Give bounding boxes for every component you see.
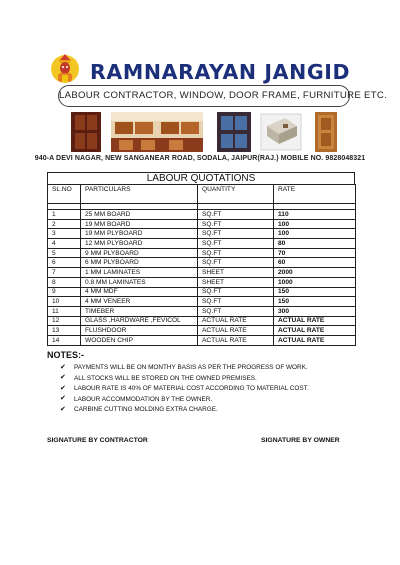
cell-particulars: 4 MM MDF	[81, 287, 198, 297]
cell-particulars: 4 MM VENEER	[81, 297, 198, 307]
cell-slno: 6	[48, 258, 81, 268]
cell-quantity: SQ.FT	[198, 258, 274, 268]
check-icon: ✔	[60, 405, 66, 413]
cell-rate: 80	[274, 239, 356, 249]
cell-rate: 150	[274, 287, 356, 297]
cell-particulars: 6 MM PLYBOARD	[81, 258, 198, 268]
note-text: CARBINE CUTTING MOLDING EXTRA CHARGE.	[74, 406, 218, 414]
signature-contractor: SIGNATURE BY CONTRACTOR	[47, 437, 148, 444]
cell-rate: 100	[274, 229, 356, 239]
table-row	[48, 210, 356, 220]
check-icon: ✔	[60, 384, 66, 392]
signature-owner: SIGNATURE BY OWNER	[261, 437, 340, 444]
check-icon: ✔	[60, 363, 66, 371]
note-text: LABOUR ACCOMMODATION BY THE OWNER.	[74, 395, 213, 403]
cell-quantity: SHEET	[198, 277, 274, 287]
cell-rate: ACTUAL RATE	[274, 335, 356, 345]
cell-slno: 7	[48, 268, 81, 278]
cell-quantity: SQ.FT	[198, 297, 274, 307]
cell-slno: 14	[48, 335, 81, 345]
note-item	[60, 385, 309, 396]
note-item	[60, 364, 309, 375]
table-row	[48, 277, 356, 287]
cell-quantity: SQ.FT	[198, 287, 274, 297]
cell-quantity: ACTUAL RATE	[198, 316, 274, 326]
cell-particulars: GLASS ,HARDWARE ,FEVICOL	[81, 316, 198, 326]
window-photo-icon	[217, 112, 251, 152]
table-row	[48, 268, 356, 278]
table-row	[48, 219, 356, 229]
cell-particulars: FLUSHDOOR	[81, 326, 198, 336]
cell-rate: ACTUAL RATE	[274, 326, 356, 336]
product-photo-strip	[71, 112, 343, 152]
cell-particulars: 19 MM BOARD	[81, 219, 198, 229]
table-row	[48, 229, 356, 239]
cell-rate: 300	[274, 306, 356, 316]
note-text: ALL STOCKS WILL BE STORED ON THE OWNED PREMISES.	[74, 374, 257, 382]
notes-list	[60, 364, 309, 417]
cell-rate: 150	[274, 297, 356, 307]
cell-rate: 70	[274, 248, 356, 258]
cell-rate: 2000	[274, 268, 356, 278]
cell-particulars: WOODEN CHIP	[81, 335, 198, 345]
cell-quantity: ACTUAL RATE	[198, 326, 274, 336]
cell-quantity: SQ.FT	[198, 306, 274, 316]
cell-quantity: SQ.FT	[198, 239, 274, 249]
table-row	[48, 316, 356, 326]
cell-particulars: 19 MM PLYBOARD	[81, 229, 198, 239]
column-header-slno: SL.NO	[48, 185, 81, 204]
cell-particulars: 9 MM PLYBOARD	[81, 248, 198, 258]
tagline: LABOUR CONTRACTOR, WINDOW, DOOR FRAME, FURNITURE ETC.	[59, 90, 388, 101]
cell-particulars: 25 MM BOARD	[81, 210, 198, 220]
cell-slno: 5	[48, 248, 81, 258]
quotation-table	[47, 184, 356, 346]
table-row	[48, 306, 356, 316]
company-name: RAMNARAYAN JANGID	[90, 60, 351, 84]
note-item	[60, 396, 309, 407]
cell-quantity: SQ.FT	[198, 210, 274, 220]
table-row	[48, 258, 356, 268]
door-photo-icon	[71, 112, 101, 152]
cell-quantity: SQ.FT	[198, 219, 274, 229]
table-row	[48, 335, 356, 345]
cell-particulars: 0.8 MM LAMINATES	[81, 277, 198, 287]
cell-quantity: ACTUAL RATE	[198, 335, 274, 345]
notes-title: NOTES:-	[47, 350, 84, 360]
table-row	[48, 248, 356, 258]
cell-slno: 4	[48, 239, 81, 249]
table-row	[48, 326, 356, 336]
cell-quantity: SQ.FT	[198, 248, 274, 258]
kitchen-photo-icon	[111, 112, 203, 152]
cell-quantity: SQ.FT	[198, 229, 274, 239]
room-plan-photo-icon	[261, 114, 301, 150]
note-item	[60, 375, 309, 386]
cell-particulars: TIMEBER	[81, 306, 198, 316]
cell-slno: 10	[48, 297, 81, 307]
quotation-title: LABOUR QUOTATIONS	[47, 172, 355, 184]
note-text: LABOUR RATE IS 40% OF MATERIAL COST ACCORDING TO MATERIAL COST.	[74, 385, 309, 393]
cell-rate: 60	[274, 258, 356, 268]
tagline-box	[58, 85, 388, 107]
table-row	[48, 239, 356, 249]
cell-slno: 9	[48, 287, 81, 297]
cell-rate: 1000	[274, 277, 356, 287]
deity-logo-icon	[50, 52, 80, 84]
cell-slno: 3	[48, 229, 81, 239]
address-line: 940-A DEVI NAGAR, NEW SANGANEAR ROAD, SODALA, JAIPUR(RAJ.) MOBILE NO. 9828048321	[34, 155, 366, 162]
table-header-row	[48, 185, 356, 204]
table-row	[48, 297, 356, 307]
cell-slno: 13	[48, 326, 81, 336]
check-icon: ✔	[60, 374, 66, 382]
cell-particulars: 1 MM LAMINATES	[81, 268, 198, 278]
cell-slno: 2	[48, 219, 81, 229]
cell-slno: 12	[48, 316, 81, 326]
single-door-photo-icon	[315, 112, 337, 152]
column-header-particulars: PARTICULARS	[81, 185, 198, 204]
cell-slno: 8	[48, 277, 81, 287]
cell-quantity: SHEET	[198, 268, 274, 278]
check-icon: ✔	[60, 395, 66, 403]
cell-slno: 1	[48, 210, 81, 220]
cell-slno: 11	[48, 306, 81, 316]
note-text: PAYMENTS WILL BE ON MONTHY BASIS AS PER THE PROGRESS OF WORK.	[74, 364, 308, 371]
column-header-quantity: QUANTITY	[198, 185, 274, 204]
table-row	[48, 287, 356, 297]
note-item	[60, 406, 309, 417]
cell-rate: ACTUAL RATE	[274, 316, 356, 326]
cell-particulars: 12 MM PLYBOARD	[81, 239, 198, 249]
cell-rate: 100	[274, 219, 356, 229]
cell-rate: 110	[274, 210, 356, 220]
column-header-rate: RATE	[274, 185, 356, 204]
